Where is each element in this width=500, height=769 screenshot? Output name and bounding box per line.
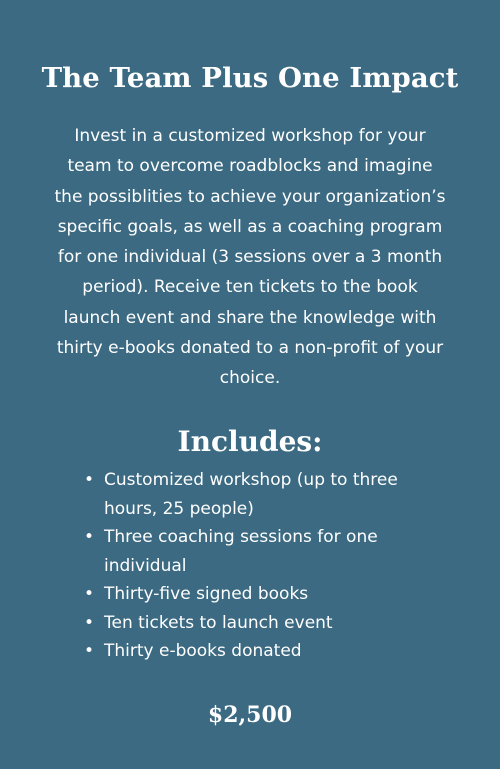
bullet-icon: • bbox=[83, 470, 95, 490]
package-description: Invest in a customized workshop for your team to overcome roadblocks and imagine the possiblities to achieve your organization’s specific goals, as well as a coaching program for one individual (3 sessions over a 3 month period). Receive ten tickets to the book launch event and share the knowledge with thirty e-books donated to a non-profit of your choice. bbox=[54, 126, 446, 389]
list-item-text: Ten tickets to launch event bbox=[104, 612, 333, 633]
list-item-text: Customized workshop (up to three hours, 25 people) bbox=[104, 470, 398, 519]
includes-heading: Includes: bbox=[177, 425, 323, 458]
bullet-icon: • bbox=[83, 641, 95, 661]
list-item bbox=[83, 609, 434, 638]
list-item-text: Thirty e-books donated bbox=[104, 641, 302, 661]
list-item bbox=[83, 580, 434, 609]
list-item bbox=[83, 523, 434, 580]
bullet-icon: • bbox=[83, 612, 95, 633]
includes-list bbox=[83, 466, 434, 666]
package-price: $2,500 bbox=[207, 702, 293, 728]
list-item-text: Three coaching sessions for one individual bbox=[104, 527, 378, 576]
bullet-icon: • bbox=[83, 527, 95, 547]
list-item bbox=[83, 466, 434, 523]
list-item bbox=[83, 637, 434, 666]
package-title: The Team Plus One Impact bbox=[41, 62, 459, 94]
list-item-text: Thirty-five signed books bbox=[104, 584, 309, 604]
bullet-icon: • bbox=[83, 584, 95, 604]
